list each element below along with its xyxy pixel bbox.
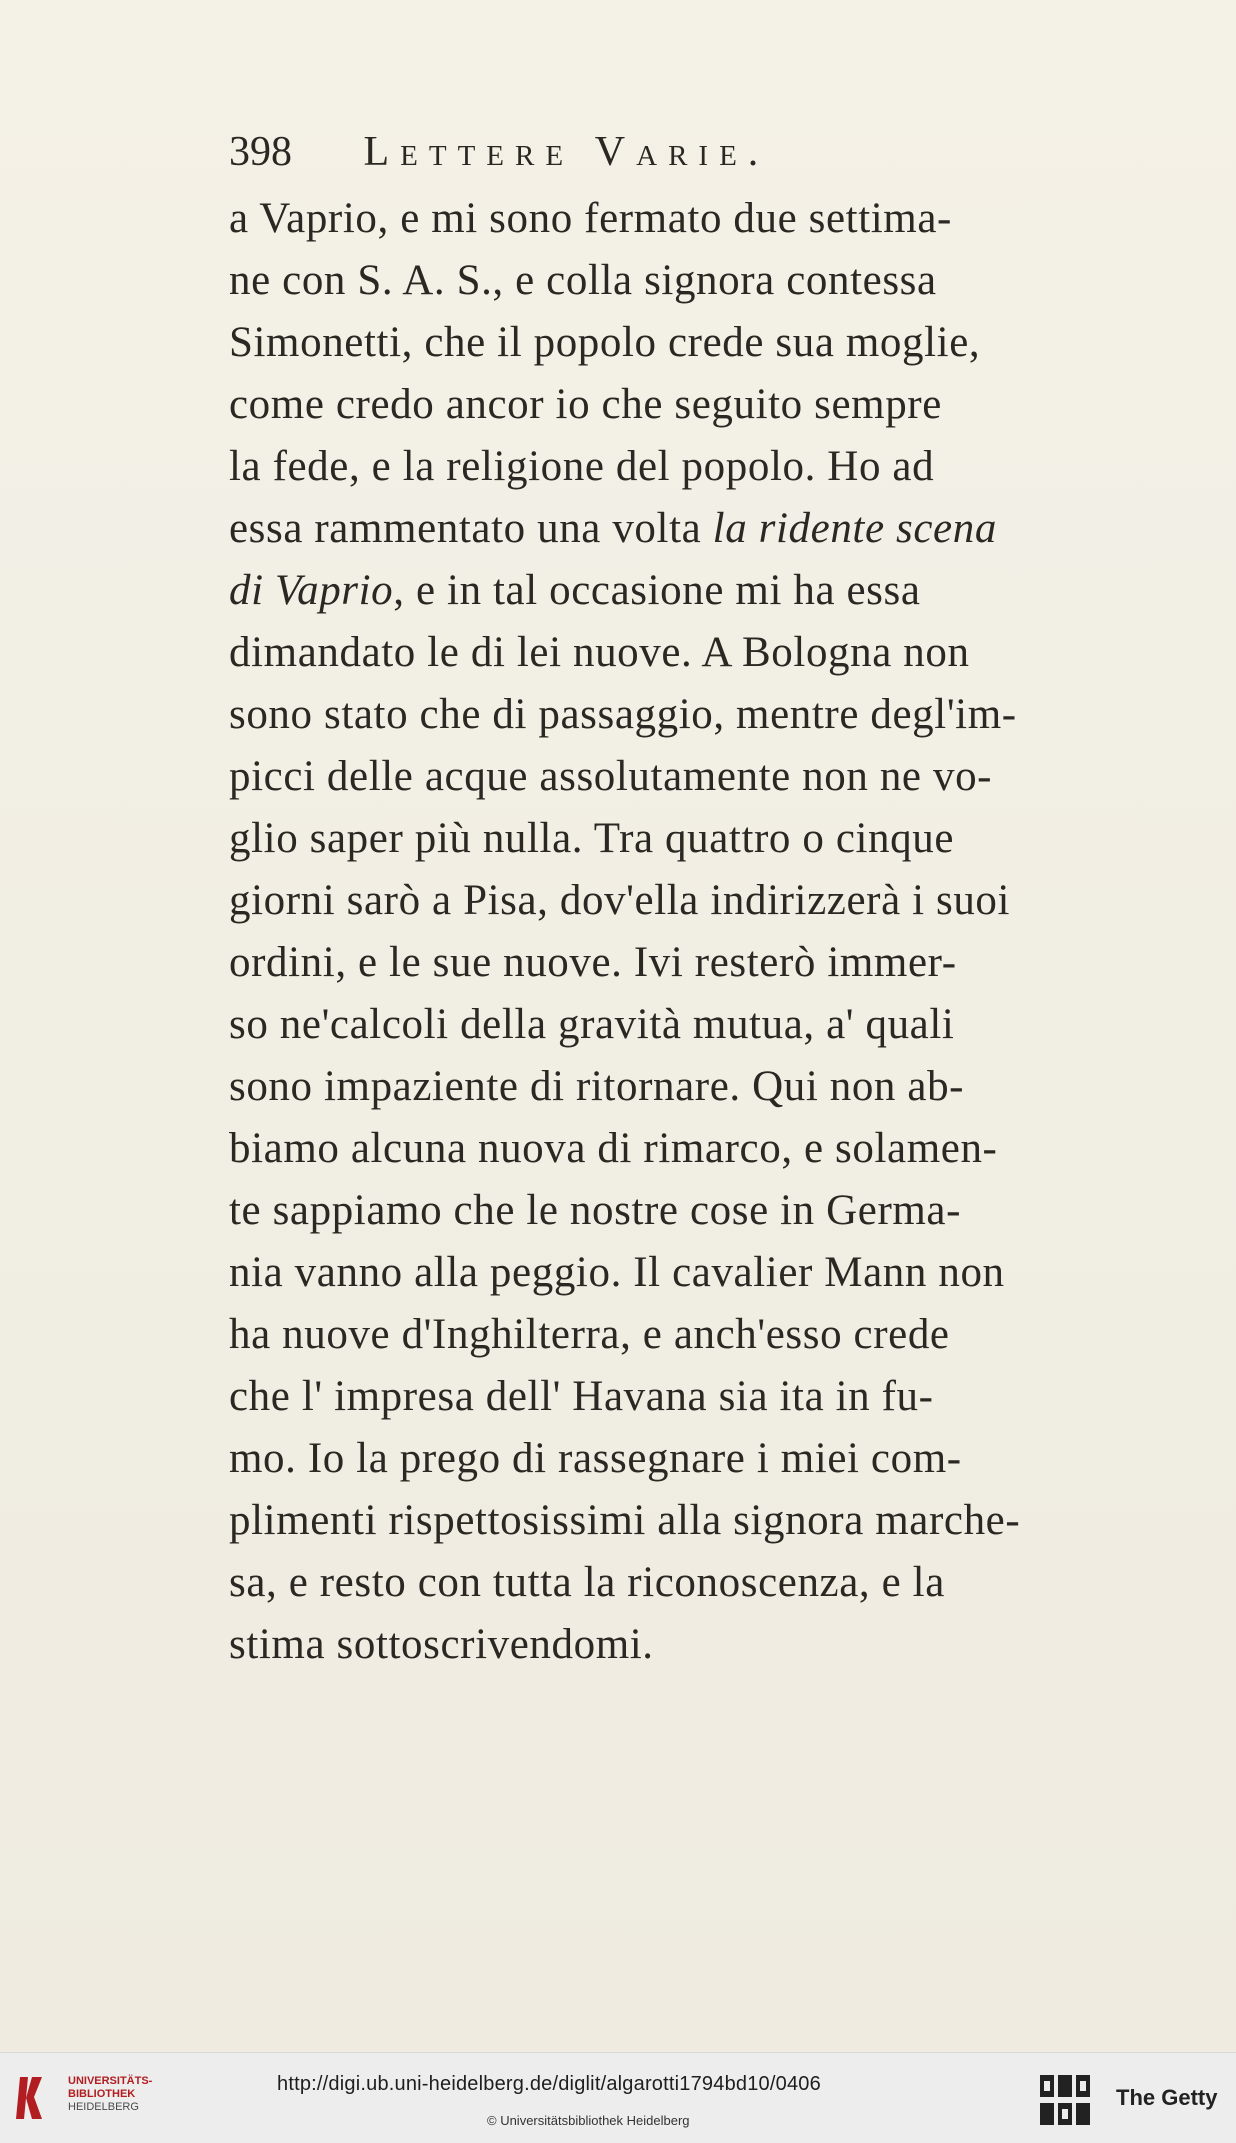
text-line: biamo alcuna nuova di rimarco, e solamen- xyxy=(229,1125,998,1172)
text-line: la fede, e la religione del popolo. Ho ad xyxy=(229,443,935,490)
text-line: plimenti rispettosissimi alla signora marche- xyxy=(229,1497,1021,1544)
text-line: mo. Io la prego di rassegnare i miei com- xyxy=(229,1435,962,1482)
heidelberg-logo-icon xyxy=(12,2073,52,2123)
text-line: nia vanno alla peggio. Il cavalier Mann non xyxy=(229,1249,1005,1296)
line-segment: essa rammentato una volta xyxy=(229,505,713,552)
italic-phrase: di Vaprio xyxy=(229,567,394,614)
text-line: giorni sarò a Pisa, dov'ella indirizzerà i suoi xyxy=(229,877,1011,924)
text-line xyxy=(229,498,1129,560)
getty-logo-icon xyxy=(1038,2073,1094,2129)
line-segment: , e in tal occasione mi ha essa xyxy=(393,567,921,614)
text-line: dimandato le di lei nuove. A Bologna non xyxy=(229,629,970,676)
text-line: so ne'calcoli della gravità mutua, a' quali xyxy=(229,1001,955,1048)
text-line: te sappiamo che le nostre cose in Germa- xyxy=(229,1187,962,1234)
text-line: sa, e resto con tutta la riconoscenza, e la xyxy=(229,1559,945,1606)
institution-line-2: BIBLIOTHEK xyxy=(68,2088,136,2100)
italic-phrase: la ridente scena xyxy=(712,505,997,552)
text-line: sono stato che di passaggio, mentre degl'im- xyxy=(229,691,1017,738)
text-line: come credo ancor io che seguito sempre xyxy=(229,381,942,428)
institution-name xyxy=(68,2075,152,2114)
copyright-notice: © Universitätsbibliothek Heidelberg xyxy=(487,2113,690,2128)
text-line xyxy=(229,560,1129,622)
text-line: che l' impresa dell' Havana sia ita in fu- xyxy=(229,1373,934,1420)
page-number: 398 xyxy=(229,129,292,175)
text-line: glio saper più nulla. Tra quattro o cinque xyxy=(229,815,955,862)
permalink-url[interactable]: http://digi.ub.uni-heidelberg.de/diglit/algarotti1794bd10/0406 xyxy=(277,2073,821,2095)
text-line: picci delle acque assolutamente non ne vo- xyxy=(229,753,993,800)
text-line: a Vaprio, e mi sono fermato due settima- xyxy=(229,195,952,242)
partner-name: The Getty xyxy=(1116,2085,1218,2110)
text-line: Simonetti, che il popolo crede sua moglie, xyxy=(229,319,981,366)
text-line: ha nuove d'Inghilterra, e anch'esso crede xyxy=(229,1311,950,1358)
institution-line-1: UNIVERSITÄTS- xyxy=(68,2075,153,2087)
text-line: stima sottoscrivendomi. xyxy=(229,1621,654,1668)
text-line: ne con S. A. S., e colla signora contessa xyxy=(229,257,937,304)
page-header xyxy=(229,122,1029,182)
institution-line-3: HEIDELBERG xyxy=(68,2101,139,2113)
text-line: ordini, e le sue nuove. Ivi resterò immer- xyxy=(229,939,957,986)
viewer-footer xyxy=(0,2052,1236,2143)
running-title: Lettere Varie. xyxy=(363,129,770,175)
text-line: sono impaziente di ritornare. Qui non ab- xyxy=(229,1063,965,1110)
letter-body xyxy=(229,188,1129,1676)
